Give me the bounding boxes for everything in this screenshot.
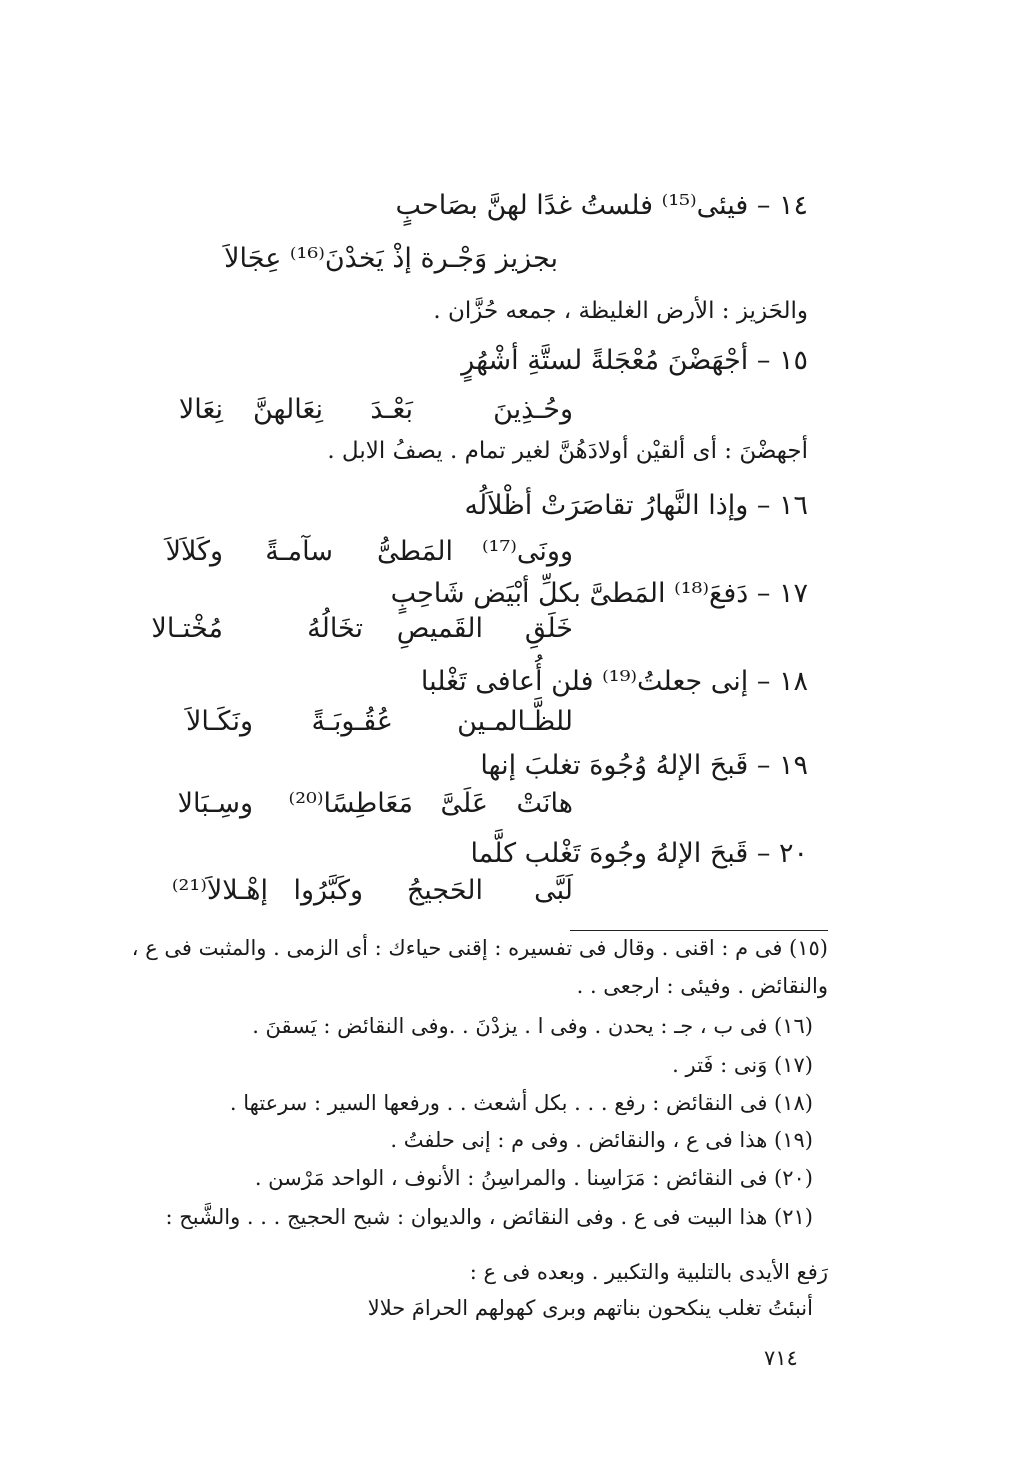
gloss-hazeez: والحَزيز : الأرض الغليظة ، جمعه حُزَّان . — [433, 298, 808, 324]
verse-19-word: عَلَىَّ — [440, 788, 488, 819]
verse-17-word: القَميصِ — [396, 613, 483, 644]
footnote-16: (١٦) فى ب ، جـ : يحدن . وفى ا . يزدْنَ . .وفى النقائض : يَسقنَ . — [252, 1014, 813, 1038]
verse-16-word: المَطىُّ — [377, 536, 453, 567]
footnote-19: (١٩) هذا فى ع ، والنقائض . وفى م : إنى حلفتُ . — [390, 1128, 813, 1152]
verse-17-word: خَلَقِ — [524, 613, 573, 644]
footnote-21: (٢١) هذا البيت فى ع . وفى النقائض ، والديوان : شبح الحجيج . . . والشَّبح : — [165, 1205, 813, 1229]
page-number: ٧١٤ — [764, 1346, 798, 1370]
verse-17-word: تخَالُهُ — [307, 613, 363, 644]
footnote-15-continued: والنقائض . وفيئى : ارجعى . . — [576, 974, 828, 998]
verse-18-word: ونَكَـالاَ — [186, 706, 253, 737]
verse-20-word: إهْـلالاَ⁽²¹⁾ — [171, 875, 268, 906]
verse-19-word: هانَتْ — [516, 788, 573, 819]
verse-15-first-hemistich: ١٥ – أجْهَضْنَ مُعْجَلةً لستَّةِ أشْهُرٍ — [461, 345, 808, 376]
footnote-20: (٢٠) فى النقائض : مَرَاسِنا . والمراسِنُ : الأنوف ، الواحد مَرْسن . — [254, 1166, 813, 1190]
verse-15-word: وحُـذِينَ — [493, 394, 573, 425]
verse-16-word: سآمـةً — [265, 536, 333, 567]
footnote-separator — [570, 930, 828, 931]
verse-20-word: وكَبَّرُوا — [293, 875, 363, 906]
verse-16-first-hemistich: ١٦ – وإذا النَّهارُ تقاصَرَتْ أظْلاَلُه — [464, 490, 808, 521]
verse-17-first-hemistich: ١٧ – دَفعَ⁽¹⁸⁾ المَطىَّ بكلِّ أبْيَض شَاحِبٍ — [390, 578, 808, 609]
verse-14-first-hemistich: ١٤ – فيئى⁽¹⁵⁾ فلستُ غدًا لهنَّ بصَاحبٍ — [395, 190, 808, 221]
verse-18-word: عُقُـوبَـةً — [311, 706, 393, 737]
verse-16-word: وونَى⁽¹⁷⁾ — [481, 536, 573, 567]
footnote-15: (١٥) فى م : اقنى . وقال فى تفسيره : إقنى حياءك : أى الزمى . والمثبت فى ع ، — [131, 936, 828, 960]
verse-17-word: مُخْتـالا — [151, 613, 223, 644]
verse-18-first-hemistich: ١٨ – إنى جعلتُ⁽¹⁹⁾ فلن أُعافى تَغْلبا — [420, 666, 808, 697]
verse-14-second-hemistich: بجزيز وَجْـرة إذْ يَخدْنَ⁽¹⁶⁾ عِجَالاَ — [224, 243, 558, 274]
verse-20-first-hemistich: ٢٠ – قَبحَ الإلهُ وجُوهَ تَغْلب كلَّما — [470, 838, 808, 869]
verse-15-word: بَعْـدَ — [370, 394, 413, 425]
gloss-ajhadna: أجهضْنَ : أى ألقيْن أولادَهُنَّ لغير تمام . يصفُ الابل . — [327, 438, 808, 464]
verse-19-word: وسِـبَالا — [177, 788, 253, 819]
footnote-21-quoted-verse: أنبئتُ تغلب ينكحون بناتهم وبرى كهولهم الحرامَ حلالا — [367, 1296, 813, 1320]
footnote-17: (١٧) وَنى : فَتر . — [672, 1053, 813, 1077]
verse-16-word: وكَلاَلاَ — [165, 536, 223, 567]
verse-20-word: لَبَّى — [534, 875, 573, 906]
verse-19-word: مَعَاطِسًا⁽²⁰⁾ — [288, 788, 413, 819]
verse-18-word: للظَّـالمـين — [457, 706, 573, 737]
verse-15-word: نِعَالا — [178, 394, 223, 425]
verse-19-first-hemistich: ١٩ – قَبحَ الإلهُ وُجُوهَ تغلبَ إنها — [480, 750, 808, 781]
verse-20-word: الحَجيجُ — [406, 875, 483, 906]
footnote-21-continued: رَفع الأيدى بالتلبية والتكبير . وبعده فى ع : — [469, 1260, 828, 1284]
verse-15-word: نِعَالهنَّ — [253, 394, 323, 425]
footnote-18: (١٨) فى النقائض : رفع . . . بكل أشعث . . ورفعها السير : سرعتها . — [229, 1091, 813, 1115]
